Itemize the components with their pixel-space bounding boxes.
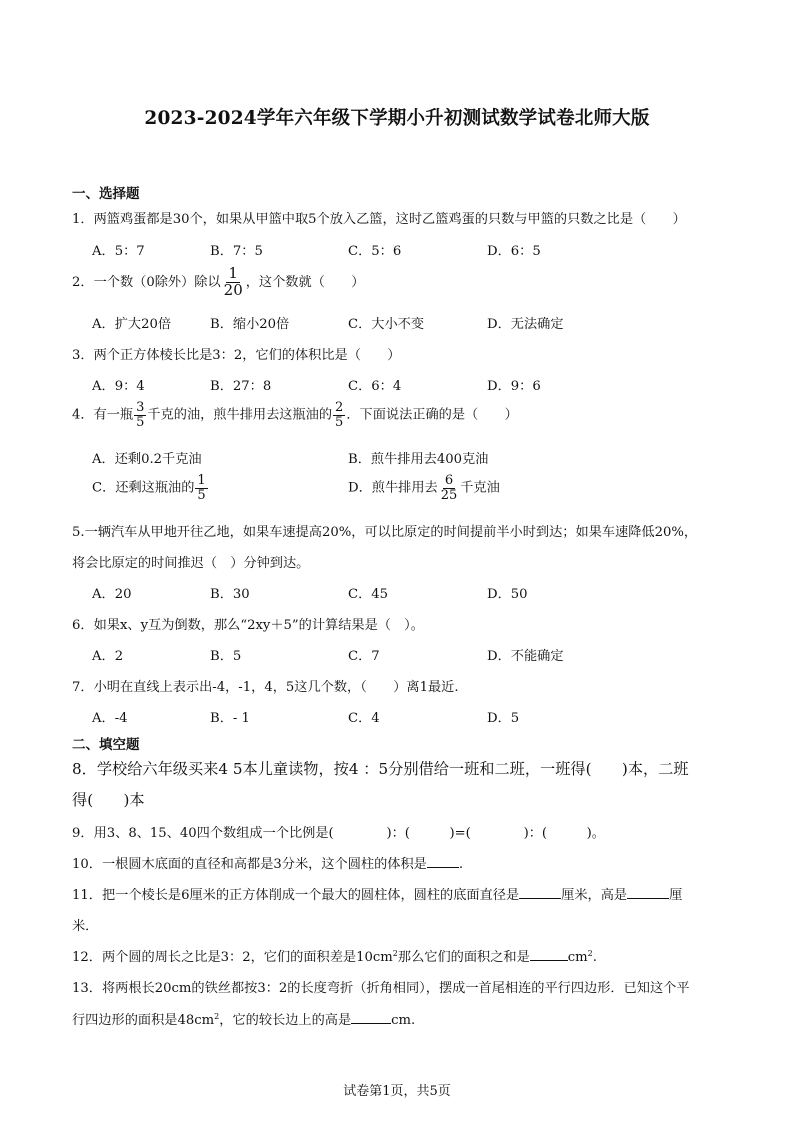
- q10-text: 10．一根圆木底面的直径和高都是3分米，这个圆柱的体积是: [72, 857, 427, 872]
- q13-text-middle: ，它的较长边上的高是: [219, 1013, 352, 1028]
- q2-option-b: B．缩小20倍: [210, 317, 290, 332]
- question-2: [72, 266, 364, 299]
- q11-text: 11．把一个棱长是6厘米的正方体削成一个最大的圆柱体，圆柱的底面直径是: [72, 888, 520, 903]
- q4-option-a: A．还剩0.2千克油: [92, 452, 202, 467]
- q4-option-d-denominator: 25: [440, 487, 458, 503]
- q12-text: 12．两个圆的周长之比是3：2，它们的面积差是10cm: [72, 950, 393, 965]
- question-7: 7．小明在直线上表示出-4，-1，4，5这几个数，（ ）离1最近.: [72, 680, 459, 695]
- q12-superscript: 2: [392, 949, 398, 958]
- question-5-line-1: 5.一辆汽车从甲地开往乙地，如果车速提高20%，可以比原定的时间提前半小时到达；如果车速降低20%，: [72, 525, 698, 540]
- q2-option-c: C．大小不变: [348, 317, 425, 332]
- q7-option-a: A．-4: [92, 711, 128, 726]
- q5-option-a: A．20: [92, 587, 132, 602]
- question-1: 1．两篮鸡蛋都是30个，如果从甲篮中取5个放入乙篮，这时乙篮鸡蛋的只数与甲篮的只数之比是（ ）: [72, 212, 686, 227]
- question-3: 3．两个正方体棱长比是3：2，它们的体积比是（ ）: [72, 348, 401, 363]
- q4-option-d-numerator: 6: [444, 473, 454, 488]
- q12-answer-blank[interactable]: [530, 947, 568, 961]
- question-13-line-2: [72, 1009, 415, 1028]
- q11-text-middle: 厘米，高是: [561, 888, 628, 903]
- q11-height-blank[interactable]: [627, 885, 669, 899]
- q4-text-after: ．下面说法正确的是（ ）: [346, 407, 518, 423]
- q4-fraction-1: [134, 401, 146, 429]
- question-6: 6．如果x、y互为倒数，那么“2xy＋5”的计算结果是（ ）。: [72, 618, 424, 633]
- q2-text-after: ，这个数就（ ）: [245, 274, 365, 290]
- question-5-line-2: 将会比原定的时间推迟（ ）分钟到达。: [72, 556, 310, 571]
- q4-option-d-text: D．煎牛排用去: [348, 480, 438, 496]
- q4-option-d-fraction: [439, 474, 460, 502]
- question-11-line-2: 米．: [72, 919, 99, 934]
- q4-option-c-fraction: [195, 474, 207, 502]
- question-4: [72, 401, 518, 429]
- q4-option-c-numerator: 1: [197, 473, 206, 488]
- q4-option-d: [348, 474, 500, 502]
- section-heading-fill: 二、填空题: [72, 737, 140, 753]
- q2-text-before: 2．一个数（0除外）除以: [72, 274, 221, 290]
- q1-option-b: B．7：5: [210, 244, 263, 259]
- q13-superscript: 2: [214, 1012, 220, 1021]
- q4-fraction-1-denominator: 5: [136, 414, 145, 430]
- q10-text-end: .: [458, 857, 464, 872]
- page-footer: 试卷第1页，共5页: [343, 1084, 451, 1099]
- q1-option-a: A．5：7: [92, 244, 145, 259]
- q12-text-end: .: [592, 950, 597, 965]
- q2-fraction-denominator: 20: [223, 280, 243, 299]
- q4-option-d-suffix: 千克油: [460, 480, 500, 496]
- q4-fraction-1-numerator: 3: [136, 400, 145, 415]
- question-9: 9．用3、8、15、40四个数组成一个比例是( )：( )=( )：( )。: [72, 826, 605, 841]
- q5-option-c: C．45: [348, 587, 389, 602]
- q4-fraction-2-denominator: 5: [335, 414, 344, 430]
- section-heading-choice: 一、选择题: [72, 186, 140, 202]
- q12-unit: cm: [567, 950, 588, 965]
- q6-option-b: B．5: [210, 649, 242, 664]
- q6-option-d: D．不能确定: [487, 649, 564, 664]
- q6-option-a: A．2: [92, 649, 124, 664]
- q3-option-b: B．27：8: [210, 379, 272, 394]
- q6-option-c: C．7: [348, 649, 380, 664]
- q2-option-d: D．无法确定: [487, 317, 564, 332]
- q1-option-c: C．5：6: [348, 244, 402, 259]
- q2-option-a: A．扩大20倍: [92, 317, 172, 332]
- q12-text-middle: 那么它们的面积之和是: [397, 950, 530, 965]
- q3-option-a: A．9：4: [92, 379, 145, 394]
- question-8-line-1: 8．学校给六年级买来4 5本儿童读物，按4 ：5分别借给一班和二班，一班得( )本，二班: [72, 760, 689, 778]
- q4-option-c: [92, 474, 209, 502]
- q4-option-c-denominator: 5: [197, 487, 206, 503]
- q1-option-d: D．6：5: [487, 244, 541, 259]
- q5-option-b: B．30: [210, 587, 250, 602]
- q4-fraction-2-numerator: 2: [335, 400, 344, 415]
- q10-answer-blank[interactable]: [427, 854, 459, 868]
- q11-text-end: 厘: [669, 888, 683, 903]
- question-8-line-2: 得( )本: [72, 791, 145, 809]
- q12-unit-superscript: 2: [587, 949, 593, 958]
- q11-diameter-blank[interactable]: [519, 885, 561, 899]
- q2-fraction: [222, 266, 245, 299]
- q13-text: 行四边形的面积是48cm: [72, 1013, 215, 1028]
- q4-fraction-2: [333, 401, 345, 429]
- q13-text-end: cm.: [391, 1013, 416, 1028]
- q4-text-middle: 千克的油，煎牛排用去这瓶油的: [147, 407, 333, 423]
- question-11-line-1: [72, 884, 682, 903]
- q4-option-b: B．煎牛排用去400克油: [348, 452, 489, 467]
- q4-option-c-text: C．还剩这瓶油的: [92, 480, 195, 496]
- q3-option-d: D．9：6: [487, 379, 541, 394]
- q7-option-c: C．4: [348, 711, 380, 726]
- q7-option-b: B．- 1: [210, 711, 250, 726]
- q4-text-before: 4．有一瓶: [72, 407, 134, 423]
- q3-option-c: C．6：4: [348, 379, 402, 394]
- q5-option-d: D．50: [487, 587, 528, 602]
- page-title: 2023-2024学年六年级下学期小升初测试数学试卷北师大版: [144, 108, 650, 129]
- q2-fraction-numerator: 1: [228, 264, 238, 282]
- q13-answer-blank[interactable]: [351, 1010, 391, 1024]
- question-10: [72, 853, 463, 872]
- question-13-line-1: 13．将两根长20cm的铁丝都按3：2的长度弯折（折角相同），摆成一首尾相连的平行四边形．已知这个平: [72, 981, 690, 996]
- question-12: [72, 946, 597, 965]
- q7-option-d: D．5: [487, 711, 520, 726]
